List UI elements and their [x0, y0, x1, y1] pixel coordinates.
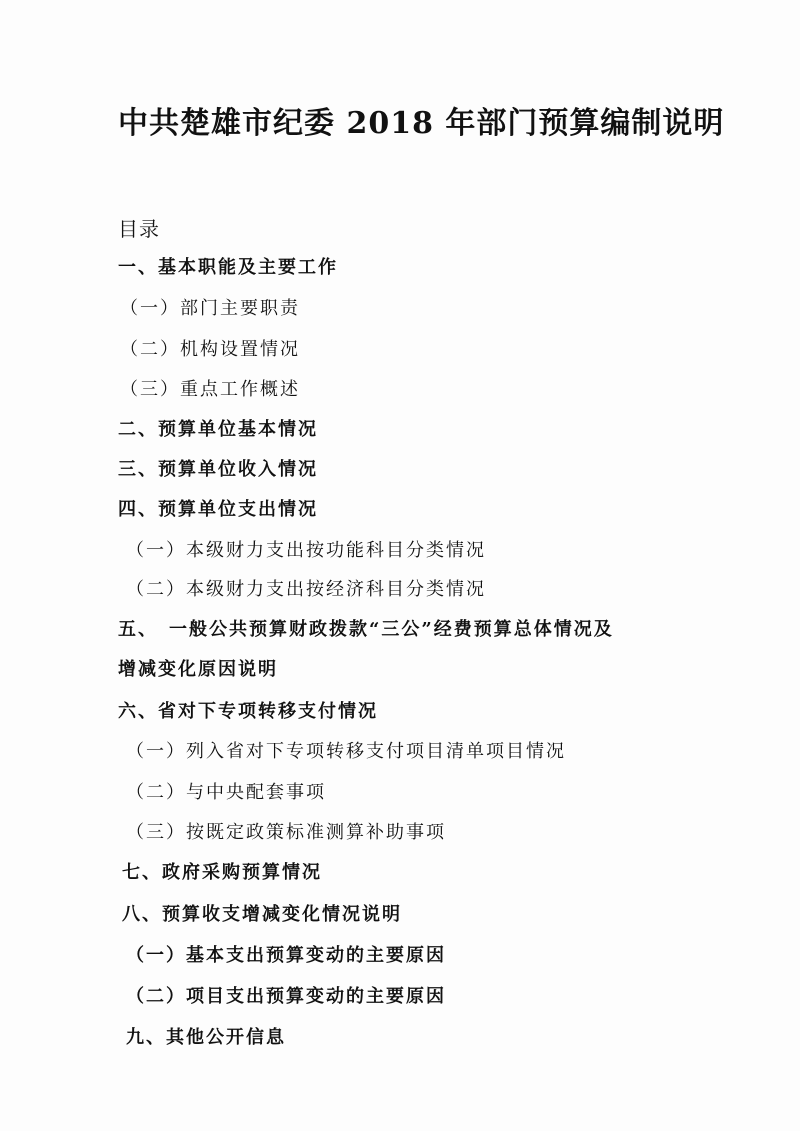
toc-item-section-1: 一、基本职能及主要工作 [118, 257, 338, 278]
toc-item-1-3: （三）重点工作概述 [120, 379, 300, 400]
toc-item-8-2: （二）项目支出预算变动的主要原因 [126, 986, 446, 1007]
document-title: 中共楚雄市纪委 2018 年部门预算编制说明 [118, 106, 725, 141]
toc-item-section-5-continued: 增减变化原因说明 [118, 659, 278, 680]
toc-item-section-3: 三、预算单位收入情况 [118, 459, 318, 480]
toc-item-section-7: 七、政府采购预算情况 [122, 862, 322, 883]
toc-heading: 目录 [118, 217, 160, 241]
toc-item-4-1: （一）本级财力支出按功能科目分类情况 [126, 540, 486, 561]
toc-item-section-5: 五、 一般公共预算财政拨款“三公”经费预算总体情况及 [118, 619, 614, 640]
toc-item-6-2: （二）与中央配套事项 [126, 782, 326, 803]
toc-item-section-6: 六、省对下专项转移支付情况 [118, 701, 378, 722]
toc-item-8-1: （一）基本支出预算变动的主要原因 [126, 945, 446, 966]
toc-item-6-1: （一）列入省对下专项转移支付项目清单项目情况 [126, 741, 566, 762]
toc-item-section-9: 九、其他公开信息 [126, 1027, 286, 1048]
toc-item-section-4: 四、预算单位支出情况 [118, 499, 318, 520]
toc-item-section-8: 八、预算收支增减变化情况说明 [122, 904, 402, 925]
toc-item-6-3: （三）按既定政策标准测算补助事项 [126, 822, 446, 843]
toc-item-section-2: 二、预算单位基本情况 [118, 419, 318, 440]
toc-item-1-2: （二）机构设置情况 [120, 339, 300, 360]
toc-item-1-1: （一）部门主要职责 [120, 298, 300, 319]
toc-item-4-2: （二）本级财力支出按经济科目分类情况 [126, 579, 486, 600]
